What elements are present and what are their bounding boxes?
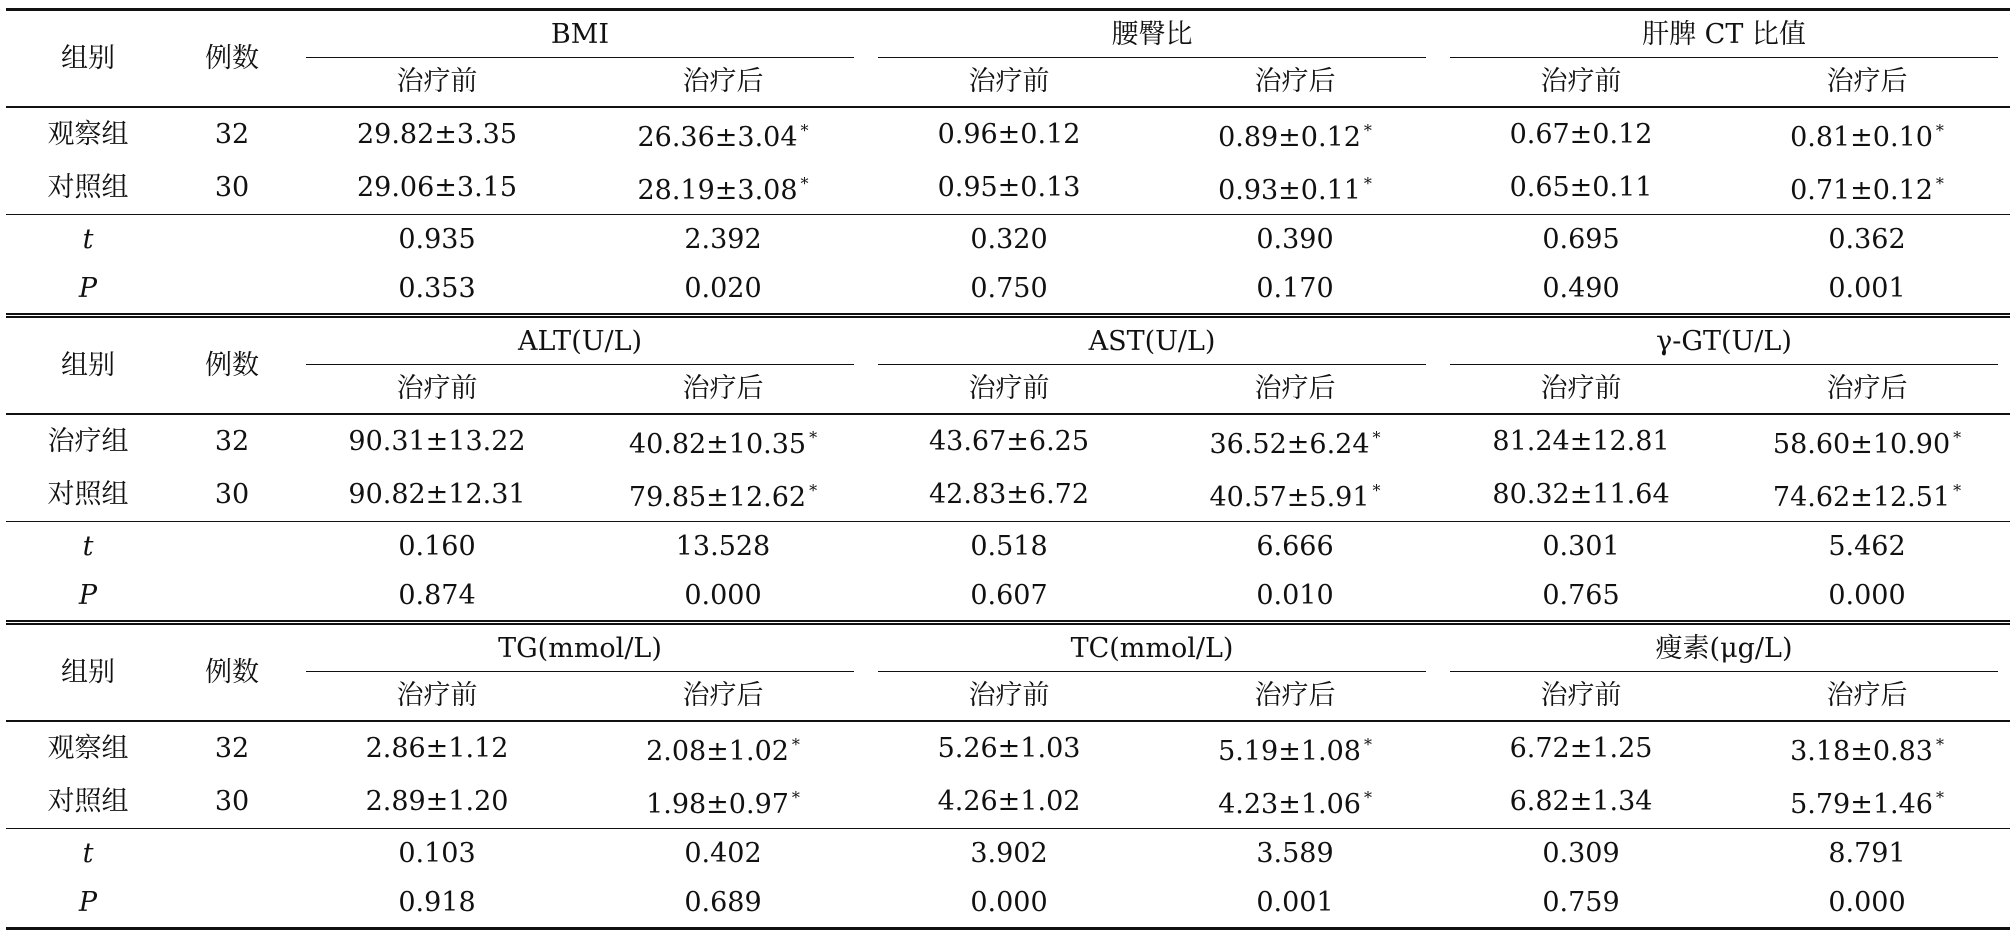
stat-row (6, 878, 2010, 929)
value-cell (580, 775, 866, 829)
stat-label-cell: P (6, 264, 170, 316)
value-cell (1152, 414, 1438, 468)
value-text: 90.31±13.22 (348, 425, 526, 457)
value-text: 5.79±1.46 (1790, 789, 1933, 820)
value-cell (1438, 414, 1724, 468)
value-cell (580, 414, 866, 468)
value-text: 2.86±1.12 (365, 732, 509, 764)
table-block-3 (6, 625, 2010, 930)
stat-value-cell: 0.020 (580, 264, 866, 316)
stat-value-cell: 0.402 (684, 837, 762, 869)
table-row (6, 721, 2010, 775)
measure-header: TC(mmol/L) (866, 625, 1438, 672)
measure-header: 肝脾 CT 比值 (1438, 10, 2010, 59)
value-cell (1438, 721, 1724, 775)
stat-value-cell: 0.301 (1542, 530, 1620, 562)
value-cell (1438, 775, 1724, 829)
value-text: 0.96±0.12 (937, 118, 1081, 150)
value-text: 5.26±1.03 (937, 732, 1081, 764)
measure-header: 腰臀比 (866, 10, 1438, 59)
value-text: 3.18±0.83 (1790, 736, 1933, 767)
subheader-row (6, 365, 2010, 414)
significance-mark: * (1372, 428, 1381, 447)
stat-value-cell: 0.362 (1828, 223, 1906, 255)
value-cell (294, 775, 580, 829)
stat-value-cell: 0.000 (1724, 571, 2010, 623)
empty-cell (170, 522, 294, 572)
results-table (6, 8, 2010, 930)
empty-cell (170, 571, 294, 623)
stat-value-cell: 0.001 (1152, 878, 1438, 929)
before-treatment-header: 治疗前 (866, 672, 1152, 721)
empty-cell (170, 878, 294, 929)
value-cell (580, 161, 866, 215)
value-text: 40.82±10.35 (628, 429, 807, 460)
stat-value-cell: 0.695 (1542, 223, 1620, 255)
value-text: 2.89±1.20 (365, 785, 509, 817)
stat-value-cell: 0.518 (970, 530, 1048, 562)
stat-value-cell: 13.528 (675, 530, 771, 562)
after-treatment-header: 治疗后 (580, 58, 866, 107)
subheader-row (6, 672, 2010, 721)
significance-mark: * (800, 174, 809, 193)
value-text: 0.93±0.11 (1218, 175, 1361, 206)
significance-mark: * (1935, 735, 1944, 754)
stat-value-cell: 0.490 (1438, 264, 1724, 316)
stat-label-cell: t (82, 837, 94, 869)
value-cell (866, 468, 1152, 522)
stat-value-cell: 0.000 (1724, 878, 2010, 929)
count-cell: 32 (214, 732, 250, 764)
count-cell: 30 (170, 775, 294, 829)
value-cell (294, 161, 580, 215)
value-text: 42.83±6.72 (928, 478, 1090, 510)
value-cell (866, 107, 1152, 161)
significance-mark: * (1363, 735, 1372, 754)
significance-mark: * (1372, 481, 1381, 500)
group-column-header: 组别 (6, 318, 170, 414)
stat-row (6, 264, 2010, 316)
measure-header: γ-GT(U/L) (1438, 318, 2010, 365)
value-text: 0.65±0.11 (1509, 171, 1653, 203)
value-text: 74.62±12.51 (1772, 482, 1951, 513)
stat-value-cell: 2.392 (684, 223, 762, 255)
value-cell (1724, 107, 2010, 161)
before-treatment-header: 治疗前 (1438, 672, 1724, 721)
value-text: 0.71±0.12 (1790, 175, 1933, 206)
group-name-cell: 观察组 (47, 118, 129, 150)
value-text: 29.06±3.15 (356, 171, 518, 203)
value-text: 2.08±1.02 (646, 736, 789, 767)
stat-row (6, 571, 2010, 623)
stat-value-cell: 5.462 (1828, 530, 1906, 562)
value-cell (1152, 721, 1438, 775)
measure-header: BMI (294, 10, 866, 59)
count-column-header: 例数 (170, 625, 294, 721)
stat-value-cell: 0.935 (398, 223, 476, 255)
count-cell: 30 (170, 468, 294, 522)
value-text: 4.23±1.06 (1218, 789, 1361, 820)
group-column-header: 组别 (6, 10, 170, 108)
value-cell (580, 107, 866, 161)
before-treatment-header: 治疗前 (866, 58, 1152, 107)
stat-row (6, 829, 2010, 879)
stat-value-cell: 0.309 (1542, 837, 1620, 869)
header-row (6, 318, 2010, 365)
count-cell: 30 (170, 161, 294, 215)
stat-value-cell: 0.103 (398, 837, 476, 869)
value-cell (294, 468, 580, 522)
measure-header: 瘦素(μg/L) (1438, 625, 2010, 672)
value-cell (1438, 107, 1724, 161)
count-column-header: 例数 (170, 318, 294, 414)
after-treatment-header: 治疗后 (1152, 672, 1438, 721)
stat-value-cell: 8.791 (1828, 837, 1906, 869)
stat-value-cell: 3.589 (1256, 837, 1334, 869)
table-block-1 (6, 8, 2010, 318)
stat-value-cell: 6.666 (1256, 530, 1334, 562)
value-cell (1152, 107, 1438, 161)
value-cell (1152, 161, 1438, 215)
stat-value-cell: 0.874 (294, 571, 580, 623)
group-name-cell: 治疗组 (47, 425, 129, 457)
value-cell (294, 721, 580, 775)
before-treatment-header: 治疗前 (1438, 365, 1724, 414)
after-treatment-header: 治疗后 (1724, 672, 2010, 721)
table-row (6, 775, 2010, 829)
value-cell (1438, 161, 1724, 215)
value-text: 0.81±0.10 (1790, 122, 1933, 153)
value-text: 43.67±6.25 (928, 425, 1090, 457)
value-text: 1.98±0.97 (646, 789, 789, 820)
group-name-cell: 观察组 (47, 732, 129, 764)
value-cell (1438, 468, 1724, 522)
before-treatment-header: 治疗前 (294, 672, 580, 721)
stat-value-cell: 0.390 (1256, 223, 1334, 255)
significance-mark: * (809, 481, 818, 500)
stat-label-cell: P (6, 878, 170, 929)
stat-value-cell: 0.160 (398, 530, 476, 562)
value-cell (1724, 414, 2010, 468)
stat-value-cell: 0.689 (580, 878, 866, 929)
significance-mark: * (791, 788, 800, 807)
after-treatment-header: 治疗后 (1724, 365, 2010, 414)
stat-value-cell: 0.750 (866, 264, 1152, 316)
value-cell (866, 161, 1152, 215)
significance-mark: * (1953, 428, 1962, 447)
stat-value-cell: 0.918 (294, 878, 580, 929)
empty-cell (170, 264, 294, 316)
value-text: 90.82±12.31 (348, 478, 526, 510)
after-treatment-header: 治疗后 (580, 672, 866, 721)
stat-value-cell: 0.000 (580, 571, 866, 623)
value-cell (1724, 775, 2010, 829)
stat-label-cell: P (6, 571, 170, 623)
value-text: 29.82±3.35 (356, 118, 518, 150)
significance-mark: * (791, 735, 800, 754)
group-column-header: 组别 (6, 625, 170, 721)
value-text: 5.19±1.08 (1218, 736, 1361, 767)
value-cell (866, 414, 1152, 468)
value-text: 58.60±10.90 (1772, 429, 1951, 460)
value-text: 4.26±1.02 (937, 785, 1081, 817)
subheader-row (6, 58, 2010, 107)
after-treatment-header: 治疗后 (1152, 365, 1438, 414)
group-name-cell: 对照组 (6, 775, 170, 829)
after-treatment-header: 治疗后 (580, 365, 866, 414)
value-cell (1152, 468, 1438, 522)
significance-mark: * (1935, 174, 1944, 193)
stat-value-cell: 0.010 (1152, 571, 1438, 623)
stat-value-cell: 0.170 (1152, 264, 1438, 316)
value-text: 6.82±1.34 (1509, 785, 1653, 817)
stat-value-cell: 0.759 (1438, 878, 1724, 929)
count-cell: 32 (214, 425, 250, 457)
table-row (6, 161, 2010, 215)
before-treatment-header: 治疗前 (294, 365, 580, 414)
stat-label-cell: t (82, 223, 94, 255)
stat-value-cell: 0.000 (866, 878, 1152, 929)
stat-value-cell: 0.765 (1438, 571, 1724, 623)
value-text: 26.36±3.04 (637, 122, 798, 153)
before-treatment-header: 治疗前 (866, 365, 1152, 414)
before-treatment-header: 治疗前 (1438, 58, 1724, 107)
header-row (6, 625, 2010, 672)
stat-row (6, 215, 2010, 265)
stat-label-cell: t (82, 530, 94, 562)
stat-row (6, 522, 2010, 572)
table-block-2 (6, 318, 2010, 625)
measure-header: TG(mmol/L) (294, 625, 866, 672)
table-row (6, 468, 2010, 522)
value-cell (1724, 721, 2010, 775)
value-text: 0.67±0.12 (1509, 118, 1653, 150)
value-cell (294, 414, 580, 468)
value-text: 28.19±3.08 (637, 175, 798, 206)
value-cell (866, 721, 1152, 775)
count-cell: 32 (214, 118, 250, 150)
value-text: 80.32±11.64 (1492, 478, 1670, 510)
value-cell (294, 107, 580, 161)
table-row (6, 107, 2010, 161)
stat-value-cell: 3.902 (970, 837, 1048, 869)
value-text: 36.52±6.24 (1209, 429, 1370, 460)
significance-mark: * (1935, 788, 1944, 807)
value-cell (580, 721, 866, 775)
value-cell (580, 468, 866, 522)
significance-mark: * (809, 428, 818, 447)
significance-mark: * (1935, 121, 1944, 140)
measure-header: ALT(U/L) (294, 318, 866, 365)
header-row (6, 10, 2010, 59)
measure-header: AST(U/L) (866, 318, 1438, 365)
value-text: 0.95±0.13 (937, 171, 1081, 203)
significance-mark: * (1363, 174, 1372, 193)
table-row (6, 414, 2010, 468)
after-treatment-header: 治疗后 (1152, 58, 1438, 107)
stat-value-cell: 0.001 (1724, 264, 2010, 316)
stat-value-cell: 0.607 (866, 571, 1152, 623)
empty-cell (170, 215, 294, 265)
significance-mark: * (1363, 788, 1372, 807)
count-column-header: 例数 (170, 10, 294, 108)
before-treatment-header: 治疗前 (294, 58, 580, 107)
significance-mark: * (1363, 121, 1372, 140)
significance-mark: * (800, 121, 809, 140)
stat-value-cell: 0.353 (294, 264, 580, 316)
value-text: 40.57±5.91 (1209, 482, 1370, 513)
stat-value-cell: 0.320 (970, 223, 1048, 255)
group-name-cell: 对照组 (6, 468, 170, 522)
value-cell (1724, 468, 2010, 522)
value-text: 0.89±0.12 (1218, 122, 1361, 153)
value-text: 81.24±12.81 (1492, 425, 1670, 457)
value-text: 79.85±12.62 (628, 482, 807, 513)
value-cell (1724, 161, 2010, 215)
after-treatment-header: 治疗后 (1724, 58, 2010, 107)
empty-cell (170, 829, 294, 879)
group-name-cell: 对照组 (6, 161, 170, 215)
value-cell (1152, 775, 1438, 829)
significance-mark: * (1953, 481, 1962, 500)
value-cell (866, 775, 1152, 829)
value-text: 6.72±1.25 (1509, 732, 1653, 764)
